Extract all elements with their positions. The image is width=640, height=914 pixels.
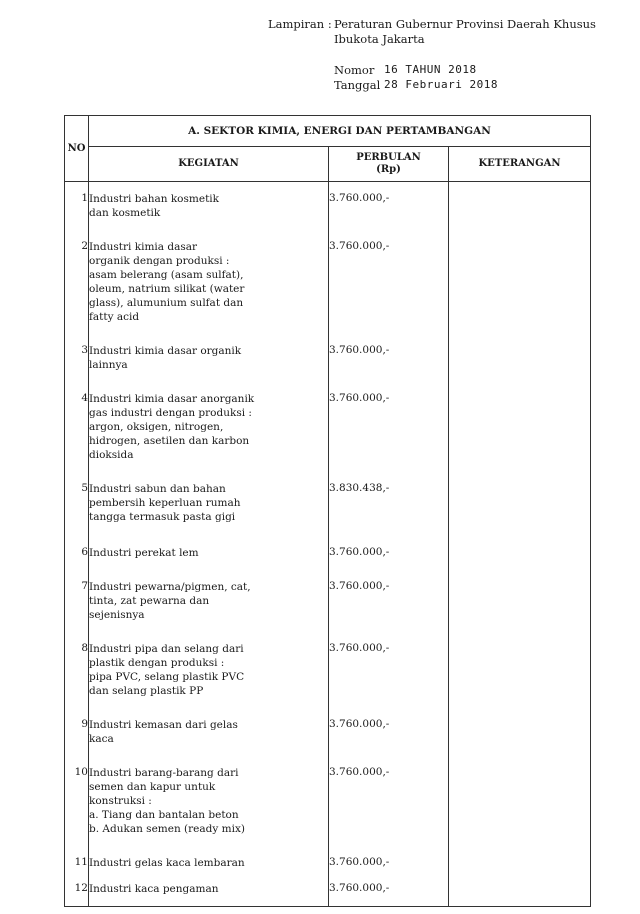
row-number [65,182,89,231]
kegiatan-text: Industri kimia dasar organik dengan produksi : asam belerang (asam sulfat), oleum, natrium silikat (water glass), alumunium sulfat dan fatty acid [89,241,245,323]
table-body [65,182,591,907]
perbulan-cell [329,632,449,708]
table-row [65,876,591,907]
kegiatan-text: Industri perekat lem [89,547,199,559]
perbulan-value: 3.830.438,- [329,482,390,494]
row-number-text: 5 [81,482,88,494]
perbulan-value: 3.760.000,- [329,240,390,252]
table-row [65,536,591,570]
perbulan-column-header [329,147,449,182]
row-number [65,846,89,876]
perbulan-value: 3.760.000,- [329,718,390,730]
perbulan-value: 3.760.000,- [329,580,390,592]
kegiatan-text: Industri gelas kaca lembaran [89,857,245,869]
perbulan-cell [329,708,449,756]
row-number-text: 6 [81,546,88,558]
kegiatan-cell [89,230,329,334]
perbulan-cell [329,876,449,907]
kegiatan-cell [89,756,329,846]
nomor-value: 16 TAHUN 2018 [384,63,477,76]
row-number [65,536,89,570]
kegiatan-cell [89,876,329,907]
keterangan-cell [449,536,591,570]
perbulan-value: 3.760.000,- [329,392,390,404]
kegiatan-cell [89,570,329,632]
table-row [65,182,591,231]
tanggal-value: 28 Februari 2018 [384,78,498,91]
tanggal-label: Tanggal [334,78,381,92]
kegiatan-text: Industri kimia dasar anorganik gas industri dengan produksi : argon, oksigen, nitrogen, hidrogen, asetilen dan karbon dioksida [89,393,255,461]
no-column-header: NO [65,116,89,182]
row-number-text: 1 [81,192,88,204]
kegiatan-text: Industri bahan kosmetik dan kosmetik [89,193,220,219]
kegiatan-cell [89,182,329,231]
keterangan-cell [449,756,591,846]
table-row [65,230,591,334]
perbulan-value: 3.760.000,- [329,192,390,204]
row-number-text: 4 [81,392,88,404]
keterangan-cell [449,334,591,382]
perbulan-cell [329,846,449,876]
row-number [65,570,89,632]
row-number-text: 7 [81,580,88,592]
keterangan-cell [449,230,591,334]
keterangan-cell [449,708,591,756]
row-number-text: 2 [81,240,88,252]
perbulan-value: 3.760.000,- [329,642,390,654]
kegiatan-text: Industri barang-barang dari semen dan kapur untuk konstruksi : a. Tiang dan bantalan beton b. Adukan semen (ready mix) [89,767,245,835]
row-number-text: 9 [81,718,88,730]
table-row [65,472,591,536]
keterangan-cell [449,876,591,907]
perbulan-value: 3.760.000,- [329,766,390,778]
row-number-text: 3 [81,344,88,356]
row-number [65,334,89,382]
perbulan-cell [329,472,449,536]
row-number-text: 12 [74,882,88,894]
table-row [65,756,591,846]
row-number [65,708,89,756]
sector-title: A. SEKTOR KIMIA, ENERGI DAN PERTAMBANGAN [89,116,591,147]
keterangan-cell [449,182,591,231]
perbulan-cell [329,756,449,846]
row-number [65,876,89,907]
keterangan-cell [449,472,591,536]
perbulan-header-text: PERBULAN (Rp) [356,152,421,175]
kegiatan-text: Industri kimia dasar organik lainnya [89,345,242,371]
wage-table [64,115,591,907]
perbulan-cell [329,570,449,632]
kegiatan-text: Industri pipa dan selang dari plastik dengan produksi : pipa PVC, selang plastik PVC dan selang plastik PP [89,643,245,697]
keterangan-cell [449,570,591,632]
table-row [65,632,591,708]
lampiran-title-line1: Peraturan Gubernur Provinsi Daerah Khusus [334,17,596,31]
kegiatan-text: Industri sabun dan bahan pembersih keperluan rumah tangga termasuk pasta gigi [89,483,241,523]
table-row [65,570,591,632]
row-number [65,230,89,334]
table-row [65,846,591,876]
perbulan-value: 3.760.000,- [329,546,390,558]
kegiatan-cell [89,382,329,472]
row-number [65,632,89,708]
nomor-label: Nomor [334,63,375,77]
kegiatan-text: Industri kaca pengaman [89,883,219,895]
perbulan-value: 3.760.000,- [329,882,390,894]
row-number-text: 11 [74,856,88,868]
table-row [65,334,591,382]
lampiran-title-line2: Ibukota Jakarta [334,32,425,46]
keterangan-cell [449,846,591,876]
perbulan-cell [329,536,449,570]
row-number [65,756,89,846]
keterangan-cell [449,382,591,472]
kegiatan-cell [89,632,329,708]
kegiatan-text: Industri kemasan dari gelas kaca [89,719,238,745]
lampiran-label: Lampiran : [268,17,332,31]
row-number [65,382,89,472]
keterangan-cell [449,632,591,708]
kegiatan-cell [89,846,329,876]
perbulan-cell [329,230,449,334]
perbulan-cell [329,182,449,231]
kegiatan-text: Industri pewarna/pigmen, cat, tinta, zat pewarna dan sejenisnya [89,581,251,621]
kegiatan-cell [89,708,329,756]
kegiatan-cell [89,334,329,382]
row-number-text: 10 [74,766,88,778]
kegiatan-column-header: KEGIATAN [89,147,329,182]
kegiatan-cell [89,536,329,570]
perbulan-cell [329,334,449,382]
table-row [65,382,591,472]
perbulan-value: 3.760.000,- [329,856,390,868]
perbulan-value: 3.760.000,- [329,344,390,356]
keterangan-column-header: KETERANGAN [449,147,591,182]
row-number [65,472,89,536]
kegiatan-cell [89,472,329,536]
table-row [65,708,591,756]
perbulan-cell [329,382,449,472]
document-header [0,0,640,110]
row-number-text: 8 [81,642,88,654]
